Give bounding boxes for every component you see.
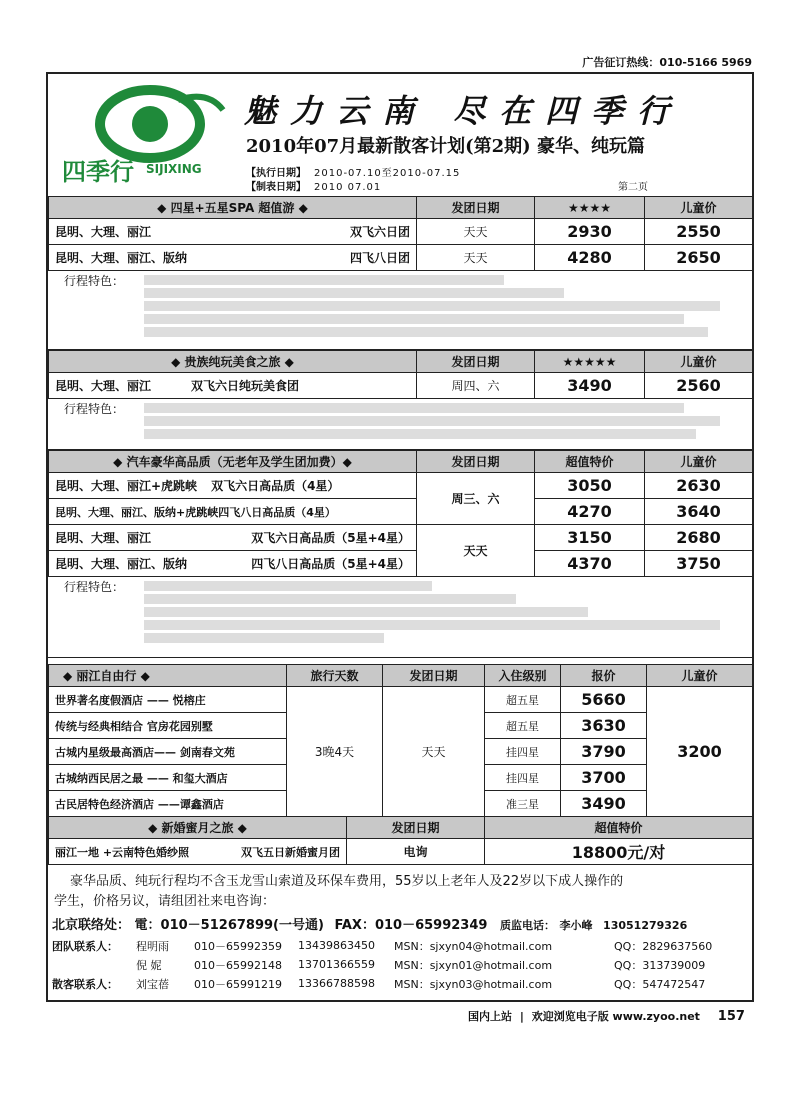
beijing-label: 北京联络处：	[52, 918, 131, 933]
contact-name: 刘宝蓓	[136, 977, 169, 991]
col-days: 旅行天数	[287, 665, 383, 687]
feature-lines-blurred	[144, 400, 744, 442]
tour: 双飞六日纯玩美食团	[191, 379, 300, 393]
level: 超五星	[485, 713, 561, 739]
tour: 双飞六日团	[349, 225, 410, 239]
feature-lines-blurred	[144, 272, 744, 340]
price: 3490	[535, 373, 645, 399]
made-date-value: 2010 07.01	[314, 182, 382, 193]
days: 3晚4天	[287, 687, 383, 817]
depart: 天天	[417, 219, 535, 245]
level: 挂四星	[485, 765, 561, 791]
contact-msn: MSN：sjxyn03@hotmail.com	[394, 977, 553, 991]
col-child: 儿童价	[645, 197, 753, 219]
price: 3630	[561, 713, 647, 739]
contact-qq: QQ：2829637560	[614, 939, 713, 953]
exec-date	[246, 164, 460, 179]
price: 3050	[535, 473, 645, 499]
contact-mobile: 13439863450	[298, 939, 375, 952]
contact-qq: QQ：547472547	[614, 977, 706, 991]
qc-label: 质监电话：	[499, 919, 555, 932]
route: 昆明、大理、丽江、版纳	[55, 557, 188, 571]
contact-row	[48, 936, 752, 955]
price: 4370	[535, 551, 645, 577]
depart: 天天	[417, 245, 535, 271]
section-spa	[48, 196, 752, 271]
section-title: ◆ 四星+五星SPA 超值游 ◆	[49, 197, 417, 219]
child-price: 3640	[645, 499, 753, 525]
tour: 双飞五日新婚蜜月团	[241, 845, 340, 859]
page-number: 157	[717, 1009, 745, 1024]
route: 昆明、大理、丽江、版纳+虎跳峡四飞八日高品质（4星）	[49, 499, 417, 525]
col-price: 超值特价	[535, 451, 645, 473]
section-title: ◆ 新婚蜜月之旅 ◆	[49, 817, 347, 839]
footer-right: 欢迎浏览电子版 www.zyoo.net	[531, 1010, 700, 1023]
made-date	[246, 178, 381, 193]
table-row	[49, 839, 753, 865]
section-title: ◆ 汽车豪华高品质（无老年及学生团加费）◆	[49, 451, 417, 473]
col-depart: 发团日期	[383, 665, 485, 687]
col-level: 入住级别	[485, 665, 561, 687]
price: 18800元/对	[485, 839, 753, 865]
hotel: 古城内星级最高酒店—— 剑南春文苑	[49, 739, 287, 765]
col-price: 报价	[561, 665, 647, 687]
route: 昆明、大理、丽江	[55, 531, 152, 545]
exec-date-value: 2010-07.10至2010-07.15	[314, 168, 461, 179]
contact-qq: QQ：313739009	[614, 958, 706, 972]
feature-label: 行程特色：	[64, 402, 125, 416]
price: 5660	[561, 687, 647, 713]
page-label: 第二页	[618, 182, 648, 193]
contact-tel: 010－65992148	[194, 958, 282, 972]
price: 3790	[561, 739, 647, 765]
level: 超五星	[485, 687, 561, 713]
child-price: 2560	[645, 373, 753, 399]
qc-name: 李小峰	[559, 919, 593, 932]
price: 3490	[561, 791, 647, 817]
price: 4270	[535, 499, 645, 525]
footer: 国内上站 | 欢迎浏览电子版 www.zyoo.net 157	[468, 1009, 745, 1024]
tour: 四飞八日团	[349, 251, 410, 265]
feature-label: 行程特色：	[64, 274, 125, 288]
table-row	[49, 473, 753, 499]
col-depart: 发团日期	[417, 351, 535, 373]
child-price: 3750	[645, 551, 753, 577]
section-honeymoon	[48, 816, 752, 865]
price: 3700	[561, 765, 647, 791]
level: 准三星	[485, 791, 561, 817]
route: 昆明、大理、丽江	[55, 225, 152, 239]
table-row	[49, 245, 753, 271]
col-depart: 发团日期	[417, 451, 535, 473]
page-frame	[46, 72, 754, 1002]
contact-mobile: 13366788598	[298, 977, 375, 990]
price: 3150	[535, 525, 645, 551]
subheadline: 2010年07月最新散客计划(第2期) 豪华、纯玩篇	[246, 136, 645, 157]
contact-msn: MSN：sjxyn04@hotmail.com	[394, 939, 553, 953]
contact-role	[48, 955, 132, 974]
beijing-office	[48, 914, 752, 936]
logo-brand-cn: 四季行	[62, 158, 134, 186]
depart: 周三、六	[417, 473, 535, 525]
contact-name: 倪 妮	[136, 958, 162, 972]
footer-left: 国内上站	[468, 1010, 512, 1023]
feature-block	[48, 270, 752, 350]
route: 昆明、大理、丽江、版纳	[55, 251, 188, 265]
table-row	[49, 687, 753, 713]
child-price: 2680	[645, 525, 753, 551]
depart: 天天	[383, 687, 485, 817]
feature-label: 行程特色：	[64, 580, 125, 594]
col-price: 超值特价	[485, 817, 753, 839]
route: 丽江一地 +云南特色婚纱照	[55, 845, 190, 859]
table-row	[49, 219, 753, 245]
contact-role: 团队联系人：	[52, 939, 118, 953]
notes	[48, 870, 752, 910]
depart: 电询	[347, 839, 485, 865]
col-depart: 发团日期	[347, 817, 485, 839]
child-price: 3200	[647, 687, 753, 817]
contact-row	[48, 974, 752, 993]
contact-role: 散客联系人：	[52, 977, 118, 991]
child-price: 2550	[645, 219, 753, 245]
feature-lines-blurred	[144, 578, 744, 646]
tour: 双飞六日高品质（5星+4星）	[251, 531, 410, 545]
logo	[58, 80, 248, 190]
col-depart: 发团日期	[417, 197, 535, 219]
section-gourmet	[48, 350, 752, 399]
qc-phone: 13051279326	[603, 919, 688, 932]
office-tel: 電：010－51267899(一号通)	[134, 918, 324, 933]
col-stars: ★★★★	[535, 197, 645, 219]
col-stars: ★★★★★	[535, 351, 645, 373]
tour: 双飞六日高品质（4星）	[211, 479, 340, 493]
contact-mobile: 13701366559	[298, 958, 375, 971]
contact-row	[48, 955, 752, 974]
price: 4280	[535, 245, 645, 271]
section-lijiang	[48, 664, 752, 817]
table-row	[49, 551, 753, 577]
contact-tel: 010－65991219	[194, 977, 282, 991]
contacts	[48, 914, 752, 993]
col-child: 儿童价	[645, 351, 753, 373]
hotel: 古民居特色经济酒店 ——谭鑫酒店	[49, 791, 287, 817]
table-row	[49, 499, 753, 525]
section-quality	[48, 450, 752, 577]
ad-hotline: 广告征订热线：010-5166 5969	[582, 56, 752, 69]
child-price: 2630	[645, 473, 753, 499]
route: 昆明、大理、丽江+虎跳峡	[55, 479, 198, 493]
col-child: 儿童价	[647, 665, 753, 687]
depart: 周四、六	[417, 373, 535, 399]
tour: 四飞八日高品质（5星+4星）	[251, 557, 410, 571]
depart: 天天	[417, 525, 535, 577]
header	[48, 74, 752, 196]
made-date-label: 【制表日期】	[246, 182, 306, 193]
table-row	[49, 373, 753, 399]
price: 2930	[535, 219, 645, 245]
notes-line-1: 豪华品质、纯玩行程均不含玉龙雪山索道及环保车费用，55岁以上老年人及22岁以下成人操作的	[70, 874, 624, 889]
logo-brand-en: SIJIXING	[146, 162, 202, 176]
headline: 魅力云南 尽在四季行	[244, 92, 684, 130]
notes-line-2: 学生，价格另议，请组团社来电咨询：	[54, 894, 276, 909]
level: 挂四星	[485, 739, 561, 765]
col-child: 儿童价	[645, 451, 753, 473]
hotel: 古城纳西民居之最 —— 和玺大酒店	[49, 765, 287, 791]
table-row	[49, 525, 753, 551]
exec-date-label: 【执行日期】	[246, 168, 306, 179]
section-title: ◆ 丽江自由行 ◆	[49, 665, 287, 687]
office-fax: FAX：010－65992349	[334, 918, 488, 933]
child-price: 2650	[645, 245, 753, 271]
section-title: ◆ 贵族纯玩美食之旅 ◆	[49, 351, 417, 373]
contact-msn: MSN：sjxyn01@hotmail.com	[394, 958, 553, 972]
contact-tel: 010－65992359	[194, 939, 282, 953]
hotel: 传统与经典相结合 官房花园别墅	[49, 713, 287, 739]
hotel: 世界著名度假酒店 —— 悦榕庄	[49, 687, 287, 713]
feature-block	[48, 576, 752, 658]
feature-block	[48, 398, 752, 450]
contact-name: 程明雨	[136, 939, 169, 953]
route: 昆明、大理、丽江	[55, 379, 152, 393]
